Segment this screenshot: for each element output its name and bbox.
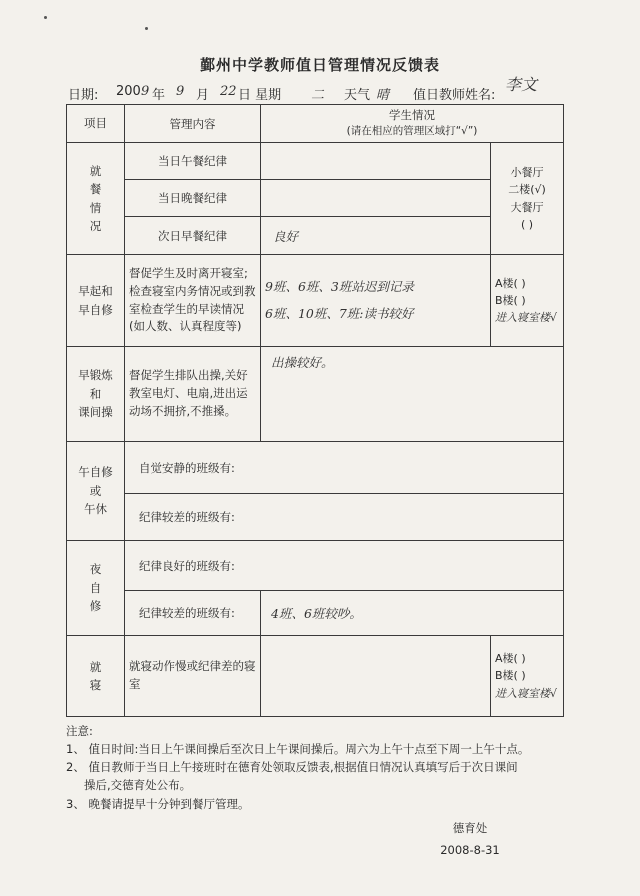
year-suffix: 年 <box>152 88 166 103</box>
header-status-note: (请在相应的管理区域打“√”) <box>346 125 478 138</box>
year-digit: 9 <box>141 84 150 99</box>
year-prefix: 200 <box>116 84 141 99</box>
breakfast-row-value: 良好 <box>261 217 491 255</box>
speck <box>145 27 148 30</box>
bedtime-side: A楼( ) B楼( ) 进入寝室楼√ <box>491 636 564 717</box>
teacher-signature: 李文 <box>505 75 538 94</box>
noon-good: 自觉安静的班级有: <box>125 442 564 494</box>
dining-label: 就 餐 情 况 <box>67 143 125 255</box>
note-3: 3、 晚餐请提早十分钟到餐厅管理。 <box>66 796 250 811</box>
noon-label: 午自修 或 午休 <box>67 442 125 541</box>
header-item: 项目 <box>67 105 125 143</box>
exercise-note: 出操较好。 <box>261 347 564 442</box>
notes-heading: 注意: <box>66 724 93 738</box>
morning-note-1: 9班、6班、3班站迟到记录 <box>265 279 414 295</box>
date-label: 日期: <box>68 88 99 103</box>
notes-section <box>66 722 586 813</box>
month-value: 9 <box>176 84 185 99</box>
dinner-row-label: 当日晚餐纪律 <box>125 180 261 217</box>
evening-bad: 纪律较差的班级有: <box>125 591 261 636</box>
morning-notes <box>261 255 491 347</box>
bedtime-label: 就 寝 <box>67 636 125 717</box>
note-2: 2、 值日教师于当日上午接班时在德育处领取反馈表,根据值日情况认真填写后于次日课间 <box>66 760 518 775</box>
evening-label: 夜 自 修 <box>67 541 125 636</box>
dinner-row-value <box>261 180 491 217</box>
morning-side: A楼( ) B楼( ) 进入寝室楼√ <box>491 255 564 347</box>
form-title: 鄞州中学教师值日管理情况反馈表 <box>199 56 440 74</box>
header-status <box>261 105 564 143</box>
evening-good: 纪律良好的班级有: <box>125 541 564 591</box>
weather-label: 天气 <box>344 88 371 103</box>
breakfast-row-label: 次日早餐纪律 <box>125 217 261 255</box>
lunch-row-label: 当日午餐纪律 <box>125 143 261 180</box>
weather-value: 晴 <box>376 88 390 103</box>
header-content: 管理内容 <box>125 105 261 143</box>
feedback-table <box>66 104 564 717</box>
exercise-label: 早锻炼 和 课间操 <box>67 347 125 442</box>
teacher-label: 值日教师姓名: <box>413 88 496 103</box>
morning-content: 督促学生及时离开寝室;检查寝室内务情况或到教室检查学生的早读情况(如人数、认真程度等) <box>125 255 261 347</box>
noon-bad: 纪律较差的班级有: <box>125 494 564 541</box>
footer <box>420 818 520 862</box>
day-value: 22 <box>220 84 237 99</box>
day-label: 日 星期 <box>238 88 282 103</box>
month-label: 月 <box>196 88 210 103</box>
lunch-row-value <box>261 143 491 180</box>
morning-signed: 进入寝室楼√ <box>495 311 558 325</box>
bedtime-content: 就寝动作慢或纪律差的寝室 <box>125 636 261 717</box>
weekday-value: 二 <box>311 88 325 103</box>
evening-bad-note: 4班、6班较吵。 <box>261 591 564 636</box>
dining-side: 小餐厅 二楼(√) 大餐厅 ( ) <box>491 143 564 255</box>
header-status-title: 学生情况 <box>389 108 435 122</box>
bedtime-signed: 进入寝室楼√ <box>495 686 558 700</box>
note-2-cont: 操后,交德育处公布。 <box>84 778 192 793</box>
footer-date: 2008-8-31 <box>440 842 500 857</box>
exercise-content: 督促学生排队出操,关好教室电灯、电扇,进出运动场不拥挤,不推搡。 <box>125 347 261 442</box>
morning-note-2: 6班、10班、7班:读书较好 <box>265 305 414 321</box>
speck <box>44 16 47 19</box>
note-1: 1、 值日时间:当日上午课间操后至次日上午课间操后。周六为上午十点至下周一上午十点。 <box>66 742 530 757</box>
footer-dept: 德育处 <box>452 821 488 835</box>
bedtime-value <box>261 636 491 717</box>
morning-label: 早起和 早自修 <box>67 255 125 347</box>
